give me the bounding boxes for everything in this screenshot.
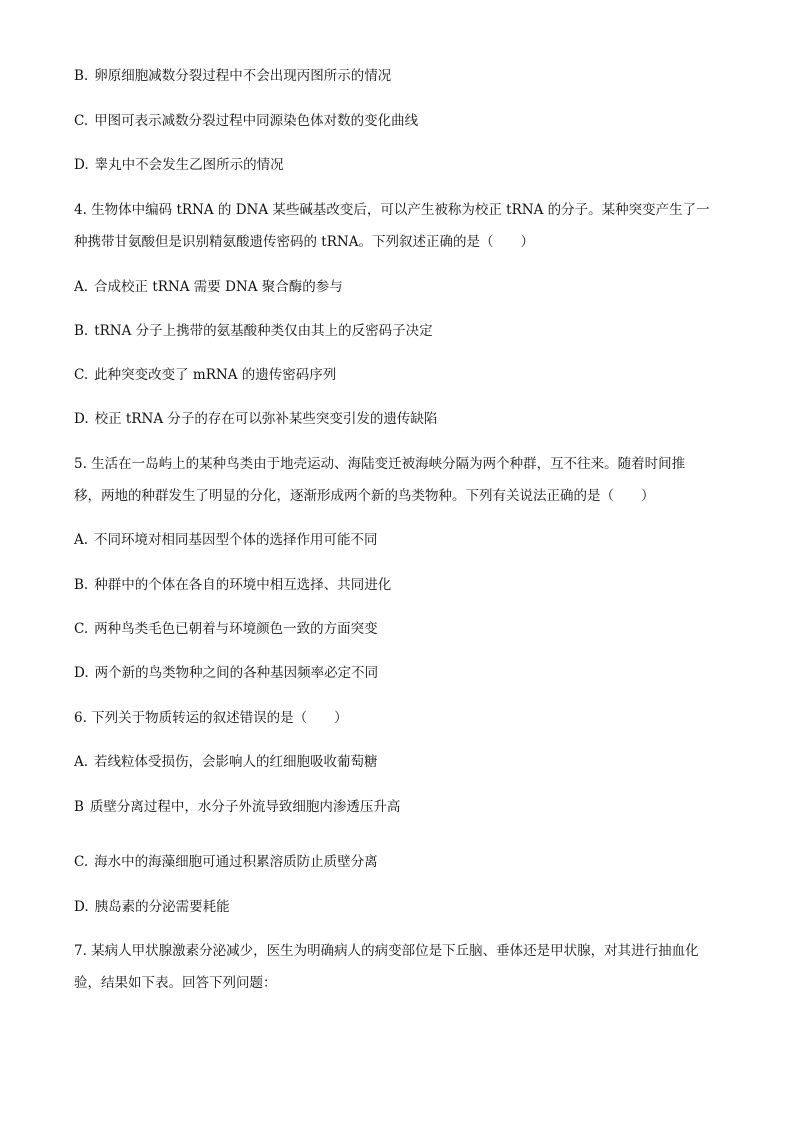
option-text: 卵原细胞减数分裂过程中不会出现丙图所示的情况: [94, 68, 392, 84]
option-letter: C.: [74, 113, 89, 129]
q4-option-a: [74, 277, 734, 297]
option-letter: D.: [74, 665, 89, 681]
option-letter: A.: [74, 279, 89, 295]
q5-option-c: [74, 619, 734, 639]
option-letter: B.: [74, 68, 89, 84]
option-letter: A.: [74, 754, 89, 770]
q5-stem-line2: 移，两地的种群发生了明显的分化，逐渐形成两个新的鸟类物种。下列有关说法正确的是（ ）: [74, 488, 655, 504]
option-letter: C.: [74, 367, 89, 383]
option-text: 两个新的鸟类物种之间的各种基因频率必定不同: [94, 665, 379, 681]
q3-option-d: [74, 155, 734, 175]
q7-stem-line2: 验，结果如下表。回答下列问题：: [74, 975, 277, 991]
option-text: 海水中的海藻细胞可通过积累溶质防止质壁分离: [94, 854, 378, 870]
option-text: 两种鸟类毛色已朝着与环境颜色一致的方面突变: [94, 621, 378, 637]
q3-option-b: [74, 66, 734, 86]
option-letter: D.: [74, 157, 89, 173]
q4-option-d: [74, 409, 734, 429]
q6-option-c: [74, 852, 734, 872]
q3-option-c: [74, 111, 734, 131]
q4-option-b: [74, 321, 734, 341]
option-letter: C.: [74, 854, 89, 870]
option-text: 不同环境对相同基因型个体的选择作用可能不同: [94, 532, 378, 548]
q6-option-a: [74, 752, 734, 772]
q5-option-d: [74, 663, 734, 683]
q5-option-b: [74, 575, 734, 595]
q7-stem-line1: 7. 某病人甲状腺激素分泌减少，医生为明确病人的病变部位是下丘脑、垂体还是甲状腺，对其进行抽血化: [74, 943, 699, 959]
q5-option-a: [74, 530, 734, 550]
option-letter: B.: [74, 323, 89, 339]
option-text: 校正 tRNA 分子的存在可以弥补某些突变引发的遗传缺陷: [94, 411, 438, 427]
q4-option-c: [74, 365, 734, 385]
q5-stem-line1: 5. 生活在一岛屿上的某种鸟类由于地壳运动、海陆变迁被海峡分隔为两个种群，互不往来。随着时间推: [74, 456, 686, 472]
option-text: 若线粒体受损伤，会影响人的红细胞吸收葡萄糖: [94, 754, 378, 770]
option-text: 质壁分离过程中，水分子外流导致细胞内渗透压升高: [89, 799, 401, 815]
q6-option-d: [74, 897, 734, 917]
q6-stem-line1: 6. 下列关于物质转运的叙述错误的是（ ）: [74, 710, 348, 726]
option-letter: D.: [74, 899, 89, 915]
q4-stem-line2: 种携带甘氨酸但是识别精氨酸遗传密码的 tRNA。下列叙述正确的是（ ）: [74, 234, 534, 250]
q4-stem-line1: 4. 生物体中编码 tRNA 的 DNA 某些碱基改变后，可以产生被称为校正 tRNA 的分子。某种突变产生了一: [74, 202, 710, 218]
option-letter: B.: [74, 577, 89, 593]
option-text: 甲图可表示减数分裂过程中同源染色体对数的变化曲线: [94, 113, 419, 129]
option-text: 胰岛素的分泌需要耗能: [94, 899, 230, 915]
option-letter: D.: [74, 411, 89, 427]
option-letter: C.: [74, 621, 89, 637]
option-letter: B: [74, 799, 84, 815]
q6-option-b: [74, 797, 734, 817]
option-text: 合成校正 tRNA 需要 DNA 聚合酶的参与: [94, 279, 343, 295]
option-letter: A.: [74, 532, 89, 548]
option-text: 睾丸中不会发生乙图所示的情况: [94, 157, 284, 173]
option-text: 种群中的个体在各自的环境中相互选择、共同进化: [94, 577, 392, 593]
option-text: tRNA 分子上携带的氨基酸种类仅由其上的反密码子决定: [94, 323, 433, 339]
option-text: 此种突变改变了 mRNA 的遗传密码序列: [94, 367, 337, 383]
